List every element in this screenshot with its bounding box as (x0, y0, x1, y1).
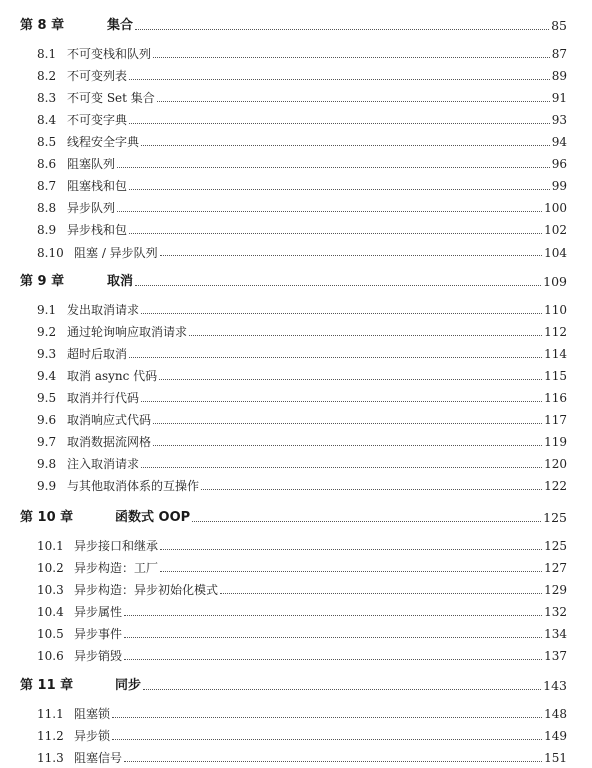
dot-leader (143, 689, 541, 690)
section-number: 8.1 (37, 47, 57, 61)
section-title: 阻塞信号 (74, 751, 123, 766)
section-entry[interactable] (0, 726, 592, 746)
section-entry[interactable] (0, 322, 592, 342)
leader-line (67, 220, 567, 240)
page-number: 122 (544, 479, 567, 494)
dot-leader (112, 717, 542, 718)
leader-line (74, 748, 567, 768)
page-number: 134 (544, 627, 567, 642)
section-title: 线程安全字典 (67, 135, 140, 150)
leader-line (67, 44, 567, 64)
chapter-number: 第 11 章 (20, 678, 74, 693)
leader-line (67, 476, 567, 496)
page-number: 104 (544, 245, 567, 260)
page-number: 127 (544, 561, 567, 575)
chapter-title: 取消 (107, 274, 134, 289)
section-title: 阻塞锁 (74, 707, 111, 721)
section-number: 11.1 (37, 707, 64, 721)
section-entry[interactable] (0, 300, 592, 320)
section-entry[interactable] (0, 388, 592, 408)
section-number: 8.8 (37, 201, 57, 216)
dot-leader (189, 335, 542, 336)
section-title: 异步接口和继承 (74, 539, 159, 553)
dot-leader (192, 521, 541, 522)
leader-line (67, 154, 567, 174)
leader-line (67, 410, 567, 430)
dot-leader (160, 549, 542, 550)
section-number: 9.1 (37, 303, 57, 317)
section-number: 8.5 (37, 135, 57, 150)
dot-leader (141, 313, 542, 314)
section-number: 9.3 (37, 347, 57, 362)
section-entry[interactable] (0, 410, 592, 430)
dot-leader (129, 189, 550, 190)
section-number: 10.5 (37, 627, 64, 642)
section-title: 异步构造：工厂 (74, 561, 159, 575)
page-number: 116 (544, 391, 567, 406)
page-number: 94 (551, 135, 567, 150)
page-number: 137 (544, 649, 567, 664)
leader-line (115, 508, 567, 528)
page-number: 87 (551, 47, 567, 61)
leader-line (74, 580, 567, 600)
leader-line (74, 726, 567, 746)
section-number: 8.3 (37, 91, 57, 106)
page-number: 89 (551, 69, 567, 83)
page-number: 93 (551, 113, 567, 128)
dot-leader (124, 637, 542, 638)
leader-line (67, 454, 567, 474)
page-number: 148 (544, 707, 567, 721)
chapter-title: 函数式 OOP (115, 510, 191, 525)
section-title: 阻塞栈和包 (67, 179, 128, 194)
section-title: 取消响应式代码 (67, 413, 152, 428)
leader-line (67, 88, 567, 108)
section-title: 阻塞队列 (67, 157, 116, 172)
chapter-number: 第 9 章 (20, 274, 65, 289)
leader-line (107, 16, 567, 36)
section-title: 发出取消请求 (67, 303, 140, 317)
leader-line (67, 388, 567, 408)
dot-leader (160, 255, 542, 256)
dot-leader (135, 285, 541, 286)
page-number: 99 (551, 179, 567, 194)
dot-leader (129, 357, 542, 358)
section-entry[interactable] (0, 646, 592, 666)
leader-line (67, 198, 567, 218)
page-number: 110 (544, 303, 567, 317)
leader-line (67, 110, 567, 130)
section-entry[interactable] (0, 580, 592, 600)
section-entry[interactable] (0, 66, 592, 86)
section-title: 异步属性 (74, 605, 123, 620)
section-title: 异步销毁 (74, 649, 123, 664)
section-entry[interactable] (0, 624, 592, 644)
chapter-number: 第 10 章 (20, 510, 74, 525)
leader-line (67, 366, 567, 386)
leader-line (67, 344, 567, 364)
section-entry[interactable] (0, 198, 592, 218)
page-number: 119 (544, 435, 567, 450)
page-number: 125 (544, 539, 567, 553)
dot-leader (141, 467, 542, 468)
chapter-entry[interactable] (0, 508, 592, 528)
section-number: 9.9 (37, 479, 57, 494)
chapter-entry[interactable] (0, 676, 592, 696)
chapter-number: 第 8 章 (20, 18, 65, 33)
leader-line (67, 432, 567, 452)
leader-line (67, 300, 567, 320)
page-number: 114 (544, 347, 567, 362)
chapter-entry[interactable] (0, 16, 592, 36)
dot-leader (129, 123, 550, 124)
chapter-title: 同步 (115, 678, 142, 693)
section-entry[interactable] (0, 110, 592, 130)
chapter-title: 集合 (107, 18, 134, 33)
section-title: 不可变列表 (67, 69, 128, 83)
dot-leader (135, 29, 549, 30)
section-entry[interactable] (0, 88, 592, 108)
dot-leader (117, 211, 542, 212)
page-number: 102 (544, 223, 567, 238)
section-title: 不可变字典 (67, 113, 128, 128)
page-number: 109 (543, 274, 567, 289)
section-number: 9.7 (37, 435, 57, 450)
section-entry[interactable] (0, 454, 592, 474)
page-number: 129 (544, 583, 567, 598)
section-title: 异步锁 (74, 729, 111, 743)
chapter-entry[interactable] (0, 272, 592, 292)
section-entry[interactable] (0, 748, 592, 768)
section-number: 8.10 (37, 245, 64, 260)
dot-leader (112, 739, 542, 740)
page-number: 151 (544, 751, 567, 766)
section-number: 10.3 (37, 583, 64, 598)
page-number: 85 (551, 18, 567, 33)
dot-leader (153, 57, 550, 58)
dot-leader (160, 571, 542, 572)
dot-leader (153, 423, 542, 424)
leader-line (74, 243, 567, 263)
section-entry[interactable] (0, 536, 592, 556)
section-number: 8.2 (37, 69, 57, 83)
leader-line (74, 602, 567, 622)
page-number: 125 (543, 510, 567, 525)
section-title: 异步队列 (67, 201, 116, 216)
leader-line (115, 676, 567, 696)
section-number: 10.1 (37, 539, 64, 553)
section-entry[interactable] (0, 432, 592, 452)
section-entry[interactable] (0, 366, 592, 386)
page-number: 149 (544, 729, 567, 743)
section-title: 注入取消请求 (67, 457, 140, 472)
section-entry[interactable] (0, 220, 592, 240)
section-title: 阻塞 / 异步队列 (74, 245, 158, 260)
page-number: 120 (544, 457, 567, 472)
section-entry[interactable] (0, 476, 592, 496)
section-entry[interactable] (0, 176, 592, 196)
page-number: 96 (551, 157, 567, 172)
section-title: 异步事件 (74, 627, 123, 642)
section-number: 10.4 (37, 605, 64, 620)
leader-line (67, 66, 567, 86)
leader-line (74, 704, 567, 724)
leader-line (74, 558, 567, 578)
leader-line (74, 536, 567, 556)
section-number: 11.2 (37, 729, 64, 743)
section-number: 8.9 (37, 223, 57, 238)
page-number: 143 (543, 678, 567, 693)
section-title: 异步构造：异步初始化模式 (74, 583, 219, 598)
section-title: 取消 async 代码 (67, 369, 158, 384)
section-number: 8.6 (37, 157, 57, 172)
leader-line (74, 646, 567, 666)
section-title: 超时后取消 (67, 347, 128, 362)
dot-leader (124, 615, 542, 616)
dot-leader (159, 379, 542, 380)
section-title: 取消数据流网格 (67, 435, 152, 450)
leader-line (107, 272, 567, 292)
section-title: 不可变栈和队列 (67, 47, 152, 61)
page-number: 100 (544, 201, 567, 216)
dot-leader (129, 233, 542, 234)
dot-leader (201, 489, 542, 490)
page-number: 117 (544, 413, 567, 428)
leader-line (67, 176, 567, 196)
section-number: 9.6 (37, 413, 57, 428)
section-entry[interactable] (0, 344, 592, 364)
page-number: 132 (544, 605, 567, 620)
dot-leader (129, 79, 550, 80)
page-number: 112 (544, 325, 567, 340)
section-entry[interactable] (0, 44, 592, 64)
dot-leader (117, 167, 550, 168)
section-entry[interactable] (0, 154, 592, 174)
section-title: 取消并行代码 (67, 391, 140, 406)
section-entry[interactable] (0, 243, 592, 263)
section-title: 不可变 Set 集合 (67, 91, 155, 106)
section-entry[interactable] (0, 602, 592, 622)
section-title: 与其他取消体系的互操作 (67, 479, 200, 494)
section-number: 9.5 (37, 391, 57, 406)
section-number: 11.3 (37, 751, 64, 766)
leader-line (74, 624, 567, 644)
section-number: 8.4 (37, 113, 57, 128)
section-entry[interactable] (0, 704, 592, 724)
page-number: 115 (544, 369, 567, 384)
dot-leader (124, 659, 542, 660)
section-number: 8.7 (37, 179, 57, 194)
section-number: 9.8 (37, 457, 57, 472)
dot-leader (141, 145, 550, 146)
leader-line (67, 322, 567, 342)
dot-leader (157, 101, 550, 102)
section-title: 通过轮询响应取消请求 (67, 325, 188, 340)
section-number: 10.6 (37, 649, 64, 664)
dot-leader (153, 445, 542, 446)
section-number: 9.2 (37, 325, 57, 340)
section-number: 10.2 (37, 561, 64, 575)
section-title: 异步栈和包 (67, 223, 128, 238)
page-number: 91 (551, 91, 567, 106)
leader-line (67, 132, 567, 152)
section-entry[interactable] (0, 132, 592, 152)
section-entry[interactable] (0, 558, 592, 578)
dot-leader (220, 593, 542, 594)
dot-leader (141, 401, 542, 402)
section-number: 9.4 (37, 369, 57, 384)
